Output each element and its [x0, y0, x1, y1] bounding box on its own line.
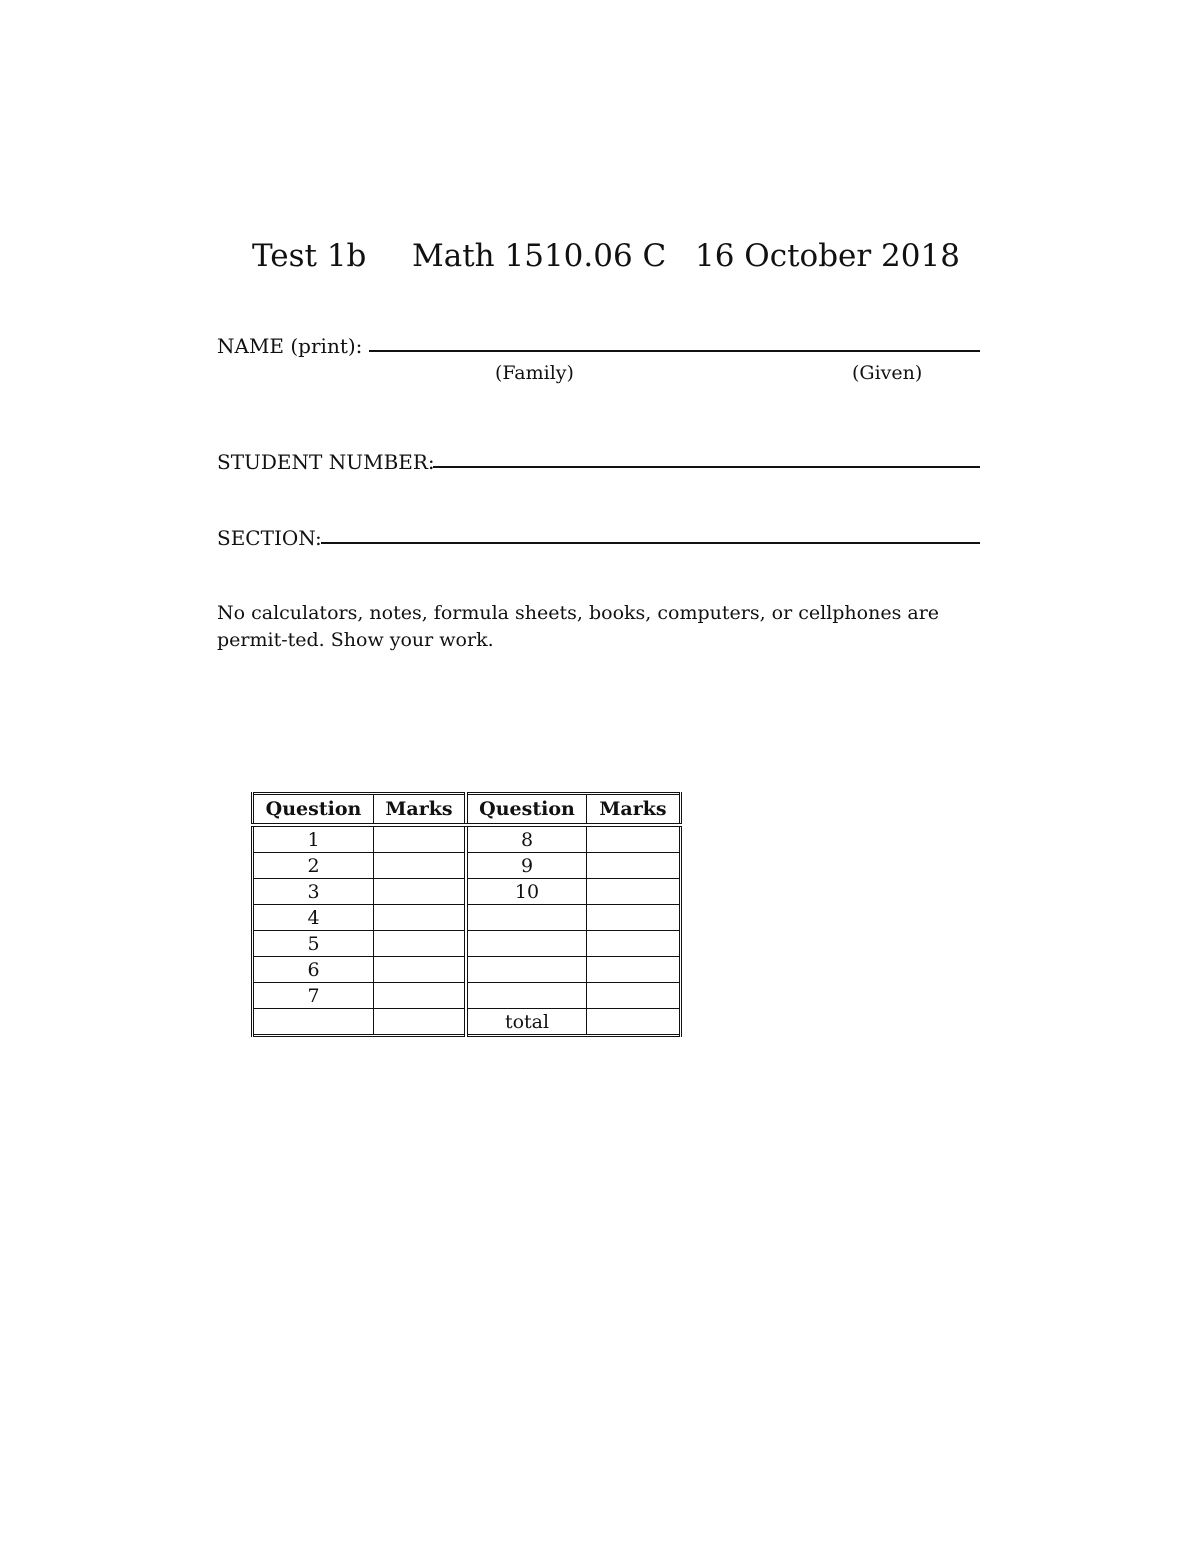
question-cell	[466, 905, 587, 931]
question-cell: 8	[466, 825, 587, 853]
marks-cell[interactable]	[374, 1009, 467, 1036]
marks-cell[interactable]	[587, 879, 681, 905]
marks-cell[interactable]	[587, 957, 681, 983]
table-header-row	[253, 794, 681, 826]
marks-cell[interactable]	[587, 931, 681, 957]
question-cell	[466, 931, 587, 957]
question-cell	[466, 957, 587, 983]
name-label: NAME (print):	[217, 334, 363, 358]
name-field[interactable]	[369, 350, 980, 352]
question-cell	[253, 1009, 374, 1036]
question-header: Question	[253, 794, 374, 826]
student-number-label: STUDENT NUMBER:	[217, 450, 435, 474]
date-label: 16 October 2018	[695, 238, 960, 274]
table-row	[253, 905, 681, 931]
table-row	[253, 931, 681, 957]
section-field[interactable]	[321, 542, 980, 544]
marks-cell[interactable]	[587, 853, 681, 879]
marks-table	[251, 792, 682, 1037]
marks-header: Marks	[374, 794, 467, 826]
question-cell: 5	[253, 931, 374, 957]
marks-cell[interactable]	[374, 957, 467, 983]
question-cell: 4	[253, 905, 374, 931]
table-row	[253, 957, 681, 983]
marks-cell[interactable]	[374, 905, 467, 931]
table-row	[253, 853, 681, 879]
marks-cell[interactable]	[587, 825, 681, 853]
marks-cell[interactable]	[587, 905, 681, 931]
marks-cell[interactable]	[374, 931, 467, 957]
total-marks-cell[interactable]	[587, 1009, 681, 1036]
marks-cell[interactable]	[587, 983, 681, 1009]
table-row	[253, 1009, 681, 1036]
table-row	[253, 825, 681, 853]
given-label: (Given)	[852, 362, 923, 384]
instructions: No calculators, notes, formula sheets, books, computers, or cellphones are permit-ted. Show your work.	[217, 602, 940, 651]
marks-cell[interactable]	[374, 825, 467, 853]
course-label: Math 1510.06 C	[412, 238, 667, 274]
question-header: Question	[466, 794, 587, 826]
question-cell	[466, 983, 587, 1009]
question-cell: 2	[253, 853, 374, 879]
section-label: SECTION:	[217, 526, 322, 550]
student-number-field[interactable]	[433, 466, 980, 468]
marks-cell[interactable]	[374, 853, 467, 879]
question-cell: 10	[466, 879, 587, 905]
marks-header: Marks	[587, 794, 681, 826]
question-cell: 7	[253, 983, 374, 1009]
table-row	[253, 879, 681, 905]
total-label: total	[466, 1009, 587, 1036]
question-cell: 1	[253, 825, 374, 853]
page-title	[252, 238, 960, 274]
question-cell: 3	[253, 879, 374, 905]
question-cell: 6	[253, 957, 374, 983]
marks-cell[interactable]	[374, 879, 467, 905]
table-row	[253, 983, 681, 1009]
family-label: (Family)	[495, 362, 574, 384]
question-cell: 9	[466, 853, 587, 879]
marks-cell[interactable]	[374, 983, 467, 1009]
test-label: Test 1b	[252, 238, 367, 274]
